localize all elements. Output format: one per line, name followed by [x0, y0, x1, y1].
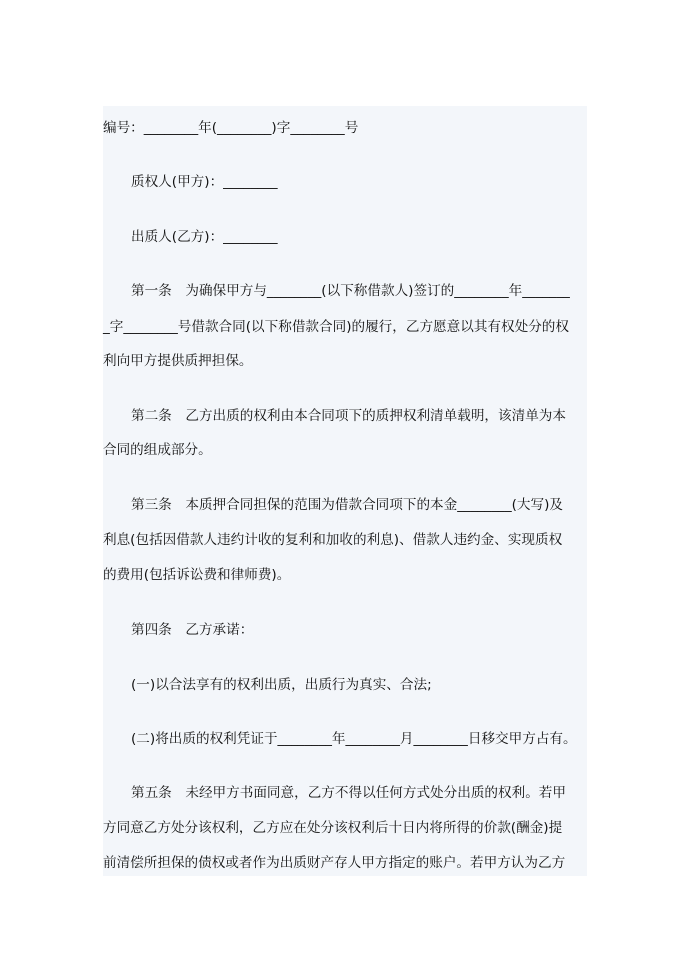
- article-3-line-1: 第三条 本质押合同担保的范围为借款合同项下的本金________(大写)及: [131, 497, 564, 513]
- article-4-item-1: (一)以合法享有的权利出质，出质行为真实、合法;: [131, 677, 432, 693]
- contract-number-line: 编号：________年(________)字________号: [103, 120, 359, 136]
- article-1-line-3: 利向甲方提供质押担保。: [103, 353, 253, 369]
- article-2-line-2: 合同的组成部分。: [103, 442, 212, 458]
- pledgor-line: 出质人(乙方)：________: [131, 229, 278, 245]
- article-5-line-2: 方同意乙方处分该权利，乙方应在处分该权利后十日内将所得的价款(酬金)提: [103, 820, 563, 836]
- article-2-line-1: 第二条 乙方出质的权利由本合同项下的质押权利清单载明，该清单为本: [131, 408, 566, 424]
- document-page: [103, 106, 587, 876]
- article-1-line-2: _字________号借款合同(以下称借款合同)的履行，乙方愿意以其有权处分的权: [103, 319, 569, 335]
- article-5-line-3: 前清偿所担保的债权或者作为出质财产存人甲方指定的账户。若甲方认为乙方: [103, 855, 566, 871]
- article-5-line-1: 第五条 未经甲方书面同意，乙方不得以任何方式处分出质的权利。若甲: [131, 785, 566, 801]
- article-4-item-2: (二)将出质的权利凭证于________年________月________日移交甲方占有。: [131, 731, 577, 747]
- article-1-line-1: 第一条 为确保甲方与________(以下称借款人)签订的________年_______: [131, 283, 570, 299]
- article-3-line-3: 的费用(包括诉讼费和律师费)。: [103, 567, 291, 583]
- article-4-line-1: 第四条 乙方承诺：: [131, 622, 254, 638]
- article-3-line-2: 利息(包括因借款人违约计收的复利和加收的利息)、借款人违约金、实现质权: [103, 532, 563, 548]
- pledgee-line: 质权人(甲方)：________: [131, 174, 278, 190]
